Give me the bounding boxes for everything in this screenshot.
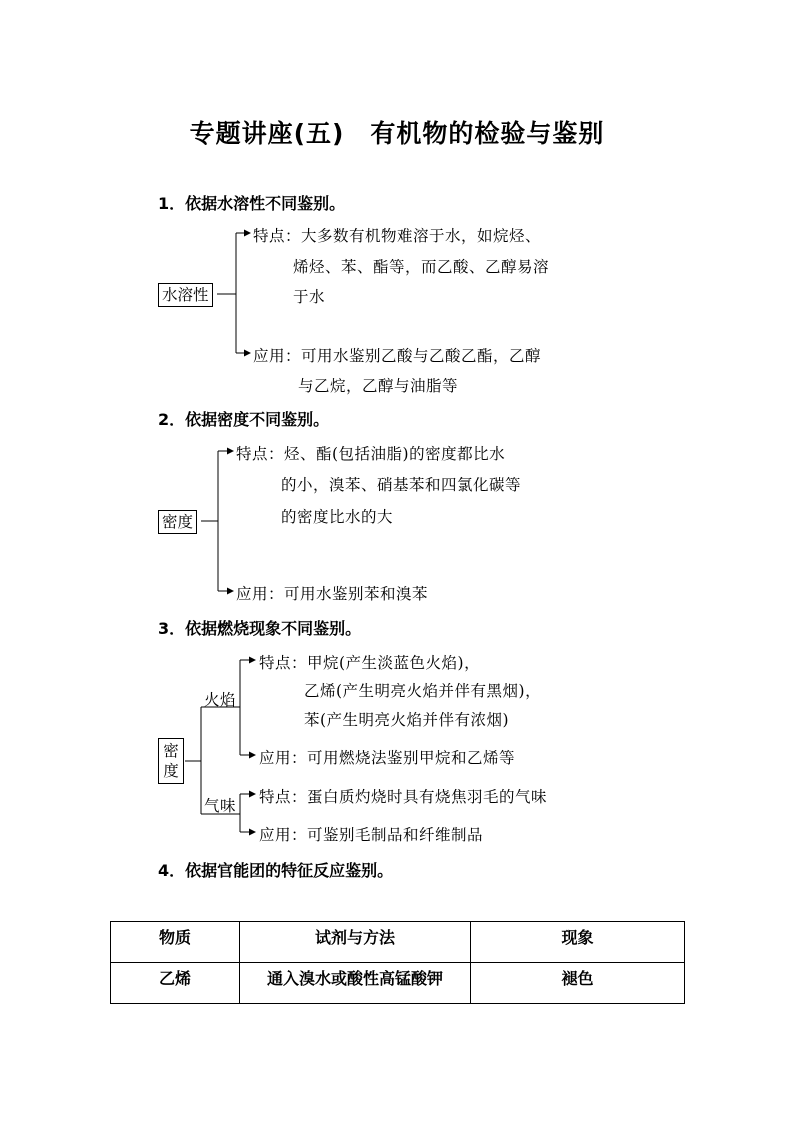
section1-connector [217,233,250,353]
section3-branch-flame: 火焰 [204,691,237,709]
table-cell-phenomenon: 褪色 [471,963,685,1004]
section3-heading: 3．依据燃烧现象不同鉴别。 [158,619,362,638]
section3-flame-feature-line-3: 苯(产生明亮火焰并伴有浓烟) [304,711,510,729]
section1-feature-line-3: 于水 [293,288,326,306]
section3-smell-apply: 应用：可鉴别毛制品和纤维制品 [259,826,484,844]
table-row [111,963,685,1004]
section2-apply-line-1: 应用：可用水鉴别苯和溴苯 [236,585,429,603]
section3-root-box [158,738,184,784]
table-header-reagent: 试剂与方法 [240,922,471,963]
section2-root-box: 密度 [158,510,197,534]
section3-branch-smell: 气味 [204,797,237,815]
section3-root-char-1: 密 [163,742,179,760]
section2-feature-line-3: 的密度比水的大 [281,508,394,526]
section2-connector [201,451,233,591]
section1-apply-line-2: 与乙烷，乙醇与油脂等 [298,377,459,395]
section1-feature-line-2: 烯烃、苯、酯等，而乙酸、乙醇易溶 [293,258,550,276]
table-header-substance: 物质 [111,922,240,963]
section1-heading: 1．依据水溶性不同鉴别。 [158,194,346,213]
identification-table [110,921,685,1004]
section1-root-box: 水溶性 [158,283,213,307]
section2-feature-line-2: 的小，溴苯、硝基苯和四氯化碳等 [281,476,522,494]
section3-flame-apply: 应用：可用燃烧法鉴别甲烷和乙烯等 [259,749,516,767]
section1-feature-line-1: 特点：大多数有机物难溶于水，如烷烃、 [253,227,542,245]
section4-heading: 4．依据官能团的特征反应鉴别。 [158,861,394,880]
table-cell-substance: 乙烯 [111,963,240,1004]
table-cell-reagent: 通入溴水或酸性高锰酸钾 [240,963,471,1004]
section3-root-char-2: 度 [163,762,179,780]
section3-flame-feature-line-1: 特点：甲烷(产生淡蓝色火焰)， [259,654,481,672]
page-title: 专题讲座(五) 有机物的检验与鉴别 [189,119,605,148]
section1-apply-line-1: 应用：可用水鉴别乙酸与乙酸乙酯，乙醇 [253,347,542,365]
section2-feature-line-1: 特点：烃、酯(包括油脂)的密度都比水 [236,445,506,463]
table-header-row [111,922,685,963]
section3-smell-feature: 特点：蛋白质灼烧时具有烧焦羽毛的气味 [259,788,548,806]
table-header-phenomenon: 现象 [471,922,685,963]
section2-heading: 2．依据密度不同鉴别。 [158,410,330,429]
section3-flame-feature-line-2: 乙烯(产生明亮火焰并伴有黑烟)， [304,682,542,700]
